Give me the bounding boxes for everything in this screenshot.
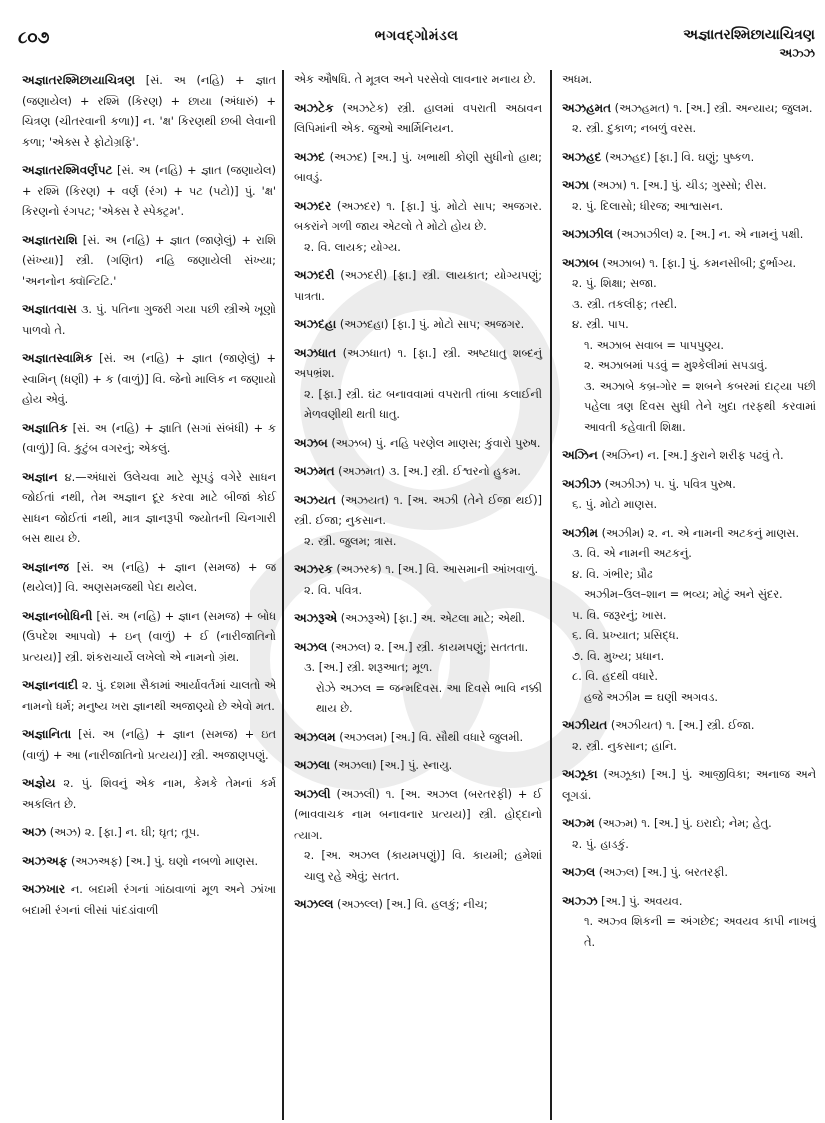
dictionary-entry xyxy=(562,98,816,140)
entry-headword: અજ્ઞાતરાશિ xyxy=(22,232,78,247)
entry-sense: ૩. [અ.] સ્ત્રી. શરૂઆત; મૂળ. xyxy=(304,661,433,674)
dictionary-entry xyxy=(562,253,816,439)
dictionary-entry xyxy=(22,299,276,341)
entry-definition: [સં. અ (નહિ) + જ્ઞાત (જણાયેલ) + રશ્મિ (કિરણ) + વર્ણ (રંગ) + પટ (પટો)] પું. 'ક્ષ' કિરણનો રંગપટ; 'એક્સ રે સ્પેક્ટ્રમ'. xyxy=(22,164,277,218)
entry-sense: ૨. સ્ત્રી. નુકસાન; હાનિ. xyxy=(572,739,677,753)
entry-definition: (અઝદર) ૧. [ફા.] પું. મોટો સાપ; અજગર. બકરાંને ગળી જાય એટલો તે મોટો હોય છે. xyxy=(294,199,542,233)
entry-headword: અઝખાર xyxy=(22,882,66,896)
entry-idiom: ૩. અઝાબે કબ્ર-ગોર = શબને કબરમાં દાટ્યા પછી પહેલા ત્રણ દિવસ સુધી તેને ખુદા તરફથી કરવામાં આવતી કહેવાતી શિક્ષા. xyxy=(584,379,816,434)
entry-definition: (અઝદહા) [ફા.] પું. મોટો સાપ; અજગર. xyxy=(339,318,525,331)
entry-headword: અજ્ઞાતરશ્મિવર્ણપટ xyxy=(22,163,113,177)
entry-headword: અઝદરી xyxy=(294,268,335,282)
entry-definition: (અઝલા) [અ.] પું. સ્નાયુ. xyxy=(333,759,453,772)
entry-definition: (અઝહદ) [ફા.] વિ. ઘણું; પુષ્કળ. xyxy=(604,150,755,164)
dictionary-entry xyxy=(294,490,542,553)
entry-sense: ૮. વિ. હદથી વધારે. xyxy=(572,670,659,683)
dictionary-entry xyxy=(22,724,276,766)
dictionary-entry xyxy=(562,70,816,91)
entry-idiom: હજે અઝીમ = ઘણી અગવડ. xyxy=(584,690,718,704)
entry-headword: અઝા xyxy=(562,178,590,192)
dictionary-entry xyxy=(294,559,542,601)
entry-headword: અજ્ઞાનજ xyxy=(22,559,69,574)
entry-definition: ૪.—અંધારાં ઉલેચવા માટે સૂપડું વગેરે સાધન જોઈતાં નથી, તેમ અજ્ઞાન દૂર કરવા માટે બીજાં કોઈ સાધન જોઈતાં નથી, માત્ર જ્ઞાનરૂપી જ્યોતની ચિનગારી બસ થાય છે. xyxy=(22,470,276,545)
entry-sense: ૨. પું. હાડકું. xyxy=(572,837,629,851)
column-left xyxy=(16,70,282,1120)
dictionary-entry xyxy=(294,265,542,307)
entry-definition: [સં. અ (નહિ) + જ્ઞાતિ (સગાં સંબંધી) + ક (વાળું)] વિ. કુટુંબ વગરનું; એકલું. xyxy=(22,421,276,455)
entry-headword: અઝાબ xyxy=(562,255,599,270)
entry-sense: ૨. પું. દિલાસો; ધીરજ; આશ્વાસન. xyxy=(572,199,724,213)
dictionary-entry xyxy=(22,70,276,153)
entry-definition: (અઝ) ૨. [ફા.] ન. ઘી; ઘૃત; તૂપ. xyxy=(49,826,200,839)
dictionary-entry xyxy=(294,727,542,749)
entry-definition: (અઝ્મ) ૧. [અ.] પું. ઇરાદો; નેમ; હેતુ. xyxy=(598,817,772,830)
entry-sense: ૨. [અ. અઝલ (કાયમપણું)] વિ. કાયમી; હમેશાં ચાલુ રહે એવું; સતત. xyxy=(304,849,542,883)
entry-definition: (અઝયત) ૧. [અ. અઝી (તેને ઈજા થઈ)] સ્ત્રી. ઈજા; નુકસાન. xyxy=(294,493,542,527)
entry-idiom: ૨. અઝાબમાં પડવું = મુશ્કેલીમાં સપડાવું. xyxy=(584,359,768,372)
dictionary-entry xyxy=(294,755,542,777)
dictionary-columns xyxy=(16,70,818,1120)
entry-definition: (અઝલ્લ) [અ.] વિ. હલકું; નીચ; xyxy=(337,898,488,911)
entry-idiom: ૧. અઝ્વ શિકની = અંગછેદ; અવયવ કાપી નાખવું તે. xyxy=(584,915,816,949)
entry-definition: (અઝ્લ) [અ.] પું. બરતરફી. xyxy=(598,866,728,879)
entry-headword: અઝલ xyxy=(294,639,328,654)
dictionary-entry xyxy=(562,474,816,516)
entry-definition: [અ.] પું. અવયવ. xyxy=(601,894,683,908)
entry-definition: ન. બદામી રંગનાં ગાંઠાવાળાં મૂળ અને ઝાંખા બદામી રંગનાં લીસાં પાંદડાંવાળી xyxy=(22,883,276,917)
guide-words xyxy=(683,26,815,62)
dictionary-entry xyxy=(22,557,276,599)
dictionary-entry xyxy=(562,147,816,169)
entry-headword: અઝદહા xyxy=(294,317,337,331)
entry-definition: (અઝમત) ૩. [અ.] સ્ત્રી. ઈશ્વરનો હુકમ. xyxy=(338,465,521,478)
entry-headword: અઝિન xyxy=(562,448,598,462)
entry-definition: (અઝા) ૧. [અ.] પું. ચીડ; ગુસ્સો; રીસ. xyxy=(592,179,767,192)
entry-sense: ૨. સ્ત્રી. જુલમ; ત્રાસ. xyxy=(304,534,397,548)
entry-definition: (અઝલ) ૨. [અ.] સ્ત્રી. કાયમપણું; સતતતા. xyxy=(330,640,529,654)
entry-sense: ૨. વિ. પવિત્ર. xyxy=(304,583,363,597)
entry-definition: (અઝબ) પું. નહિ પરણેલ માણસ; કુંવારો પુરુષ. xyxy=(331,436,541,450)
page-header xyxy=(18,26,815,74)
entry-headword: અઝરૂએ xyxy=(294,611,338,625)
entry-sense: ૭. વિ. મુખ્ય; પ્રધાન. xyxy=(572,649,665,663)
entry-headword: અઝયત xyxy=(294,492,336,507)
entry-headword: અજ્ઞેય xyxy=(22,776,56,790)
entry-sense: ૫. વિ. જરૂરનું; ખાસ. xyxy=(572,608,667,622)
dictionary-entry xyxy=(562,764,816,806)
entry-headword: અઝલા xyxy=(294,758,331,772)
entry-definition: એક ઔષધિ. તે મૂત્રલ અને પરસેવો લાવનાર મનાય છે. xyxy=(294,73,536,86)
column-right xyxy=(550,70,818,1120)
entry-headword: અઝ xyxy=(22,825,47,839)
entry-definition: અધમ. xyxy=(562,73,593,86)
entry-headword: અઝીયત xyxy=(562,718,608,732)
entry-definition: (અઝરક) ૧. [અ.] વિ. આસમાની આંખવાળું. xyxy=(336,563,539,576)
dictionary-entry xyxy=(294,608,542,630)
entry-headword: અઝહદ xyxy=(562,149,602,164)
entry-definition: (અઝઅફ) [અ.] પું. ઘણો નબળો માણસ. xyxy=(70,854,259,868)
dictionary-entry xyxy=(22,606,276,669)
dictionary-entry xyxy=(562,175,816,217)
dictionary-entry xyxy=(22,773,276,815)
dictionary-entry xyxy=(22,160,276,223)
entry-definition: (અઝાઝીલ) ૨. [અ.] ન. એ નામનું પક્ષી. xyxy=(616,228,804,241)
entry-headword: અઝમત xyxy=(294,464,335,478)
entry-definition: (અઝૂકા) [અ.] પું. આજીવિકા; અનાજ અને લૂગડાં. xyxy=(562,768,816,802)
column-middle xyxy=(282,70,550,1120)
entry-headword: અજ્ઞાતિક xyxy=(22,420,68,435)
entry-sense: ૬. વિ. પ્રખ્યાત; પ્રસિદ્ધ. xyxy=(572,629,680,642)
entry-headword: અઝટેક xyxy=(294,100,334,115)
entry-idiom: રોઝે અઝલ = જન્મદિવસ. આ દિવસે ભાવિ નક્કી થાય છે. xyxy=(316,681,542,715)
entry-sense: ૪. સ્ત્રી. પાપ. xyxy=(572,318,629,331)
entry-sense: ૬. પું. મોટો માણસ. xyxy=(572,498,658,511)
dictionary-entry xyxy=(294,147,542,189)
dictionary-entry xyxy=(22,879,276,921)
entry-sense: ૩. વિ. એ નામની અટકનું. xyxy=(572,547,692,560)
entry-definition: ૩. પું. પતિના ગુજરી ગયા પછી સ્ત્રીએ ખૂણો પાળવો તે. xyxy=(22,303,277,337)
entry-definition: (અઝલમ) [અ.] વિ. સૌથી વધારે જુલમી. xyxy=(339,730,524,744)
entry-headword: અજ્ઞાન xyxy=(22,469,58,484)
entry-sense: ૪. વિ. ગંભીર; પ્રૌઢ xyxy=(572,567,653,581)
entry-headword: અઝદ xyxy=(294,149,325,164)
entry-headword: અઝધાત xyxy=(294,345,337,360)
entry-definition: [સં. અ (નહિ) + જ્ઞાન (સમજ) + બોધ (ઉપદેશ આપવો) + ઇન્ (વાળું) + ઈ (નારીજાતિનો પ્રત્યય)] સ્ત્રી. શંકરાચાર્યે લખેલો એ નામનો ગ્રંથ. xyxy=(22,609,277,664)
entry-definition: (અઝદ) [અ.] પું. ખભાથી કોણી સુધીનો હાથ; બાવડું. xyxy=(294,150,542,184)
entry-definition: (અઝરૂએ) [ફા.] અ. એટલા માટે; એથી. xyxy=(340,612,526,625)
entry-headword: અઝલી xyxy=(294,786,331,801)
entry-definition: ૨. પું. શિવનું એક નામ, કેમકે તેમનાં કર્મ અકલિત છે. xyxy=(22,777,276,811)
entry-definition: [સં. અ (નહિ) + જ્ઞાન (સમજ) + ઇત (વાળું) + આ (નારીજાતિનો પ્રત્યય)] સ્ત્રી. અજાણપણું. xyxy=(22,728,277,762)
entry-headword: અઝબ xyxy=(294,435,328,450)
dictionary-entry xyxy=(22,348,276,411)
dictionary-entry xyxy=(562,813,816,855)
dictionary-entry xyxy=(22,418,276,460)
entry-sense: ૨. સ્ત્રી. દુકાળ; નબળું વરસ. xyxy=(572,122,697,135)
entry-definition: [સં. અ (નહિ) + જ્ઞાત (જાણેલું) + સ્વામિન્ (ધણી) + ક (વાળું)] વિ. જેનો માલિક ન જણાયો હોય એવું. xyxy=(22,352,277,406)
entry-sense: ૨. પું. શિક્ષા; સજા. xyxy=(572,277,657,290)
entry-definition: (અઝહમત) ૧. [અ.] સ્ત્રી. અન્યાય; જુલમ. xyxy=(614,101,813,115)
entry-definition: ૨. પું. દશમા સૈકામાં આર્યાવર્તમાં ચાલતો એ નામનો ધર્મ; મનુષ્ય ખરા જ્ઞાનથી અજાણ્યો છે એવો મત. xyxy=(22,679,276,713)
entry-headword: અઝલ્લ xyxy=(294,897,334,911)
entry-headword: અઝીઝ xyxy=(562,476,601,491)
entry-headword: અજ્ઞાનવાદી xyxy=(22,678,79,692)
entry-headword: અઝ્મ xyxy=(562,816,595,830)
dictionary-entry xyxy=(562,862,816,884)
entry-headword: અઝહમત xyxy=(562,100,612,115)
entry-headword: અઝાઝીલ xyxy=(562,227,614,241)
guide-word-last: અઝ્ઝ xyxy=(779,46,815,60)
dictionary-entry xyxy=(294,433,542,455)
dictionary-entry xyxy=(22,230,276,293)
dictionary-entry xyxy=(294,637,542,720)
dictionary-entry xyxy=(294,314,542,336)
guide-word-first: અજ્ઞાતરશ્મિછાયાચિત્રણ xyxy=(683,27,815,43)
entry-headword: અઝીમ xyxy=(562,525,599,540)
entry-headword: અઝદર xyxy=(294,198,332,213)
dictionary-entry xyxy=(562,891,816,954)
dictionary-entry xyxy=(294,784,542,888)
entry-headword: અજ્ઞાતસ્વામિક xyxy=(22,351,93,365)
entry-definition: (અઝીયત) ૧. [અ.] સ્ત્રી. ઈજા. xyxy=(610,719,755,732)
entry-definition: (અઝલી) ૧. [અ. અઝલ (બરતરફી) + ઈ (ભાવવાચક નામ બનાવનાર પ્રત્યય)] સ્ત્રી. હોદ્દાનો ત્યાગ. xyxy=(294,787,543,842)
entry-headword: અજ્ઞાતવાસ xyxy=(22,302,77,316)
entry-headword: અજ્ઞાનિતા xyxy=(22,727,72,741)
entry-idiom: અઝીમ–ઉલ–શાન = ભવ્ય; મોટું અને સુંદર. xyxy=(584,588,783,601)
entry-headword: અઝૂકા xyxy=(562,767,598,781)
dictionary-entry xyxy=(294,196,542,259)
entry-definition: (અઝીમ) ૨. ન. એ નામની અટકનું માણસ. xyxy=(601,526,800,540)
dictionary-entry xyxy=(562,445,816,467)
dictionary-entry xyxy=(294,461,542,483)
dictionary-entry xyxy=(294,343,542,426)
entry-definition: (અઝટેક) સ્ત્રી. હાલમાં વપરાતી અઠાવન લિપિમાંની એક. જુઓ આર્મિનિયન. xyxy=(294,101,543,135)
entry-headword: અઝઅફ xyxy=(22,853,68,868)
entry-headword: અજ્ઞાનબોધિની xyxy=(22,608,93,623)
entry-definition: (અઝદરી) [ફા.] સ્ત્રી. લાયકાત; યોગ્યપણું; પાત્રતા. xyxy=(294,269,542,303)
entry-definition: (અઝિન) ન. [અ.] કુરાને શરીફ પઢવું તે. xyxy=(601,449,784,462)
entry-sense: ૩. સ્ત્રી. તકલીફ; તસ્દી. xyxy=(572,297,678,311)
entry-definition: [સં. અ (નહિ) + જ્ઞાત (જાણેલું) + રાશિ (સંખ્યા)] સ્ત્રી. (ગણિત) નહિ જણાયેલી સંખ્યા; 'અનનોન ક્વૉન્ટિટિ.' xyxy=(22,233,277,288)
entry-definition: (અઝાબ) ૧. [ફા.] પું. કમનસીબી; દુર્ભાગ્ય. xyxy=(602,256,797,270)
entry-headword: અઝ્લ xyxy=(562,865,596,879)
page-number: ૮૦૭ xyxy=(18,28,50,48)
dictionary-entry xyxy=(294,70,542,91)
entry-sense: ૨. વિ. લાયક; યોગ્ય. xyxy=(304,240,401,254)
entry-headword: અઝલમ xyxy=(294,729,336,744)
entry-idiom: ૧. અઝાબ સવાબ = પાપપુણ્ય. xyxy=(584,338,724,352)
dictionary-entry xyxy=(294,894,542,916)
dictionary-entry xyxy=(22,467,276,550)
dictionary-entry xyxy=(22,822,276,844)
entry-definition: [સં. અ (નહિ) + જ્ઞાન (સમજ) + જ (થયેલ)] વિ. અણસમજથી પેદા થયેલ. xyxy=(22,560,276,594)
dictionary-entry xyxy=(562,523,816,709)
entry-sense: ૨. [ફા.] સ્ત્રી. ઘંટ બનાવવામાં વપરાતી તાંબા કલાઈની મેળવણીથી થતી ધાતુ. xyxy=(304,387,542,421)
entry-definition: (અઝધાત) ૧. [ફા.] સ્ત્રી. અષ્ટધાતુ શબ્દનું અપભ્રંશ. xyxy=(294,346,542,380)
entry-definition: [સં. અ (નહિ) + જ્ઞાત (જણાયેલ) + રશ્મિ (કિરણ) + છાયા (અંધારું) + ચિત્રણ (ચીતરવાની કળા)] ન. 'ક્ષ' કિરણથી છબી લેવાની કળા; 'એક્સ રે ફોટોગ્રફિ'. xyxy=(22,74,276,149)
book-title: ભગવદ્ગોમંડલ xyxy=(374,28,459,44)
entry-definition: (અઝીઝ) ૫. પું. પવિત્ર પુરુષ. xyxy=(604,477,736,491)
entry-headword: અઝ્ઝ xyxy=(562,893,598,908)
dictionary-entry xyxy=(562,715,816,757)
entry-headword: અજ્ઞાતરશ્મિછાયાચિત્રણ xyxy=(22,73,135,87)
dictionary-entry xyxy=(294,98,542,140)
dictionary-entry xyxy=(22,675,276,717)
entry-headword: અઝરક xyxy=(294,562,333,576)
dictionary-entry xyxy=(562,224,816,246)
dictionary-entry xyxy=(22,851,276,873)
